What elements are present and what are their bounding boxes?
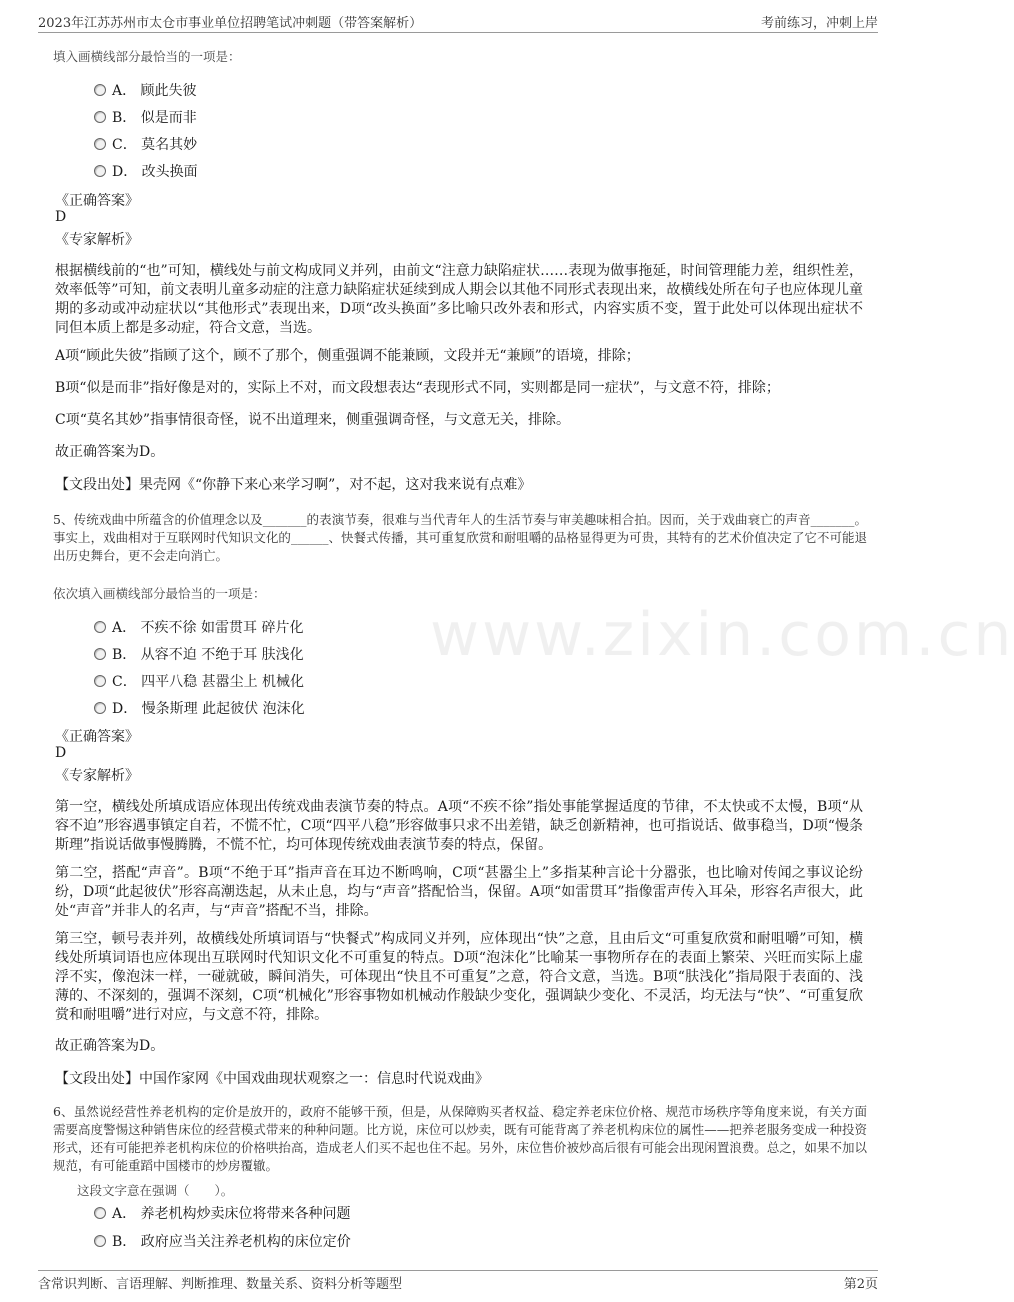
footer-description: 含常识判断、言语理解、判断推理、数量关系、资料分析等题型 (38, 1277, 403, 1292)
q6-stem: 6、虽然说经营性养老机构的定价是放开的，政府不能够干预，但是，从保障购买者权益、稳定养老床位价格、规范市场秩序等角度来说，有关方面需要高度警惕这种销售床位的经营模式带来的种种问题。比方说，床位可以炒卖，既有可能背离了养老机构床位的属性——把养老服务变成一种投资形式，还有可能把养老机构床位的价格哄抬高，造成老人们买不起也住不起。另外，床位售价被炒高后很有可能会出现闲置浪费。总之，如果不加以规范，有可能重蹈中国楼市的炒房覆辙。 (53, 1104, 867, 1173)
q5-analysis-label: 《专家解析》 (55, 768, 139, 784)
radio-icon[interactable] (94, 138, 106, 150)
page-number: 第2页 (843, 1277, 878, 1292)
radio-icon[interactable] (94, 648, 106, 660)
q5-option-d[interactable]: D． 慢条斯理 此起彼伏 泡沫化 (94, 698, 305, 718)
page-header (38, 10, 878, 33)
header-title: 2023年江苏苏州市太仓市事业单位招聘笔试冲刺题（带答案解析） (38, 16, 423, 31)
radio-icon[interactable] (94, 84, 106, 96)
q4-option-a[interactable]: A． 顾此失彼 (94, 80, 197, 100)
q5-answer-label: 《正确答案》 (55, 729, 139, 745)
q5-option-c[interactable]: C． 四平八稳 甚嚣尘上 机械化 (94, 671, 304, 691)
q5-conclusion: 故正确答案为D。 (55, 1038, 165, 1054)
q5-option-b[interactable]: B． 从容不迫 不绝于耳 肤浅化 (94, 644, 304, 664)
watermark: www.zixin.com.cn (430, 600, 1014, 670)
q5-prompt: 依次填入画横线部分最恰当的一项是： (53, 586, 266, 601)
header-slogan: 考前练习，冲刺上岸 (760, 16, 878, 31)
q4-analysis-p2: A项“顾此失彼”指顾了这个，顾不了那个，侧重强调不能兼顾，文段并无“兼顾”的语境，排除； (55, 348, 640, 364)
q5-source: 【文段出处】中国作家网《中国戏曲现状观察之一：信息时代说戏曲》 (55, 1071, 489, 1087)
q5-option-a[interactable]: A． 不疾不徐 如雷贯耳 碎片化 (94, 617, 303, 637)
q6-prompt: 这段文字意在强调（ ）。 (77, 1183, 234, 1198)
q5-analysis-p1: 第一空，横线处所填成语应体现出传统戏曲表演节奏的特点。A项“不疾不徐”指处事能掌握适度的节律，不太快或不太慢，B项“从容不迫”形容遇事镇定自若，不慌不忙，C项“四平八稳”形容做事只求不出差错，缺乏创新精神，也可指说话、做事稳当，D项“慢条斯理”指说话做事慢腾腾，不慌不忙，均可体现传统戏曲表演节奏的特点，保留。 (55, 799, 863, 853)
q4-prompt: 填入画横线部分最恰当的一项是： (53, 49, 241, 64)
q5-analysis-p2: 第二空，搭配“声音”。B项“不绝于耳”指声音在耳边不断鸣响，C项“甚嚣尘上”多指某种言论十分嚣张，也比喻对传闻之事议论纷纷，D项“此起彼伏”形容高潮迭起，从未止息，均与“声音”搭配恰当，保留。A项“如雷贯耳”指像雷声传入耳朵，形容名声很大，此处“声音”并非人的名声，与“声音”搭配不当，排除。 (55, 865, 863, 919)
radio-icon[interactable] (94, 1207, 106, 1219)
q6-option-b[interactable]: B． 政府应当关注养老机构的床位定价 (94, 1231, 351, 1251)
q5-analysis-p3: 第三空，顿号表并列，故横线处所填词语与“快餐式”构成同义并列，应体现出“快”之意，且由后文“可重复欣赏和耐咀嚼”可知，横线处所填词语也应体现出互联网时代知识文化不可重复的特点。D项“泡沫化”比喻某一事物所存在的表面上繁荣、兴旺而实际上虚浮不实，像泡沫一样，一碰就破，瞬间消失，可体现出“快且不可重复”之意，符合文意，当选。B项“肤浅化”指局限于表面的、浅薄的、不深刻的，强调不深刻，C项“机械化”形容事物如机械动作般缺少变化，强调缺少变化、不灵活，均无法与“快”、“可重复欣赏和耐咀嚼”进行对应，与文意不符，排除。 (55, 931, 863, 1023)
q4-analysis-label: 《专家解析》 (55, 232, 139, 248)
page-footer (38, 1270, 878, 1293)
q6-option-a[interactable]: A． 养老机构炒卖床位将带来各种问题 (94, 1203, 351, 1223)
q4-answer-label: 《正确答案》 (55, 193, 139, 209)
radio-icon[interactable] (94, 165, 106, 177)
radio-icon[interactable] (94, 111, 106, 123)
radio-icon[interactable] (94, 1235, 106, 1247)
q4-analysis-p3: B项“似是而非”指好像是对的，实际上不对，而文段想表达“表现形式不同，实则都是同一症状”，与文意不符，排除； (55, 380, 780, 396)
radio-icon[interactable] (94, 675, 106, 687)
q4-option-b[interactable]: B． 似是而非 (94, 107, 197, 127)
q4-answer: D (55, 209, 67, 225)
q4-option-d[interactable]: D． 改头换面 (94, 161, 198, 181)
q4-conclusion: 故正确答案为D。 (55, 444, 165, 460)
radio-icon[interactable] (94, 621, 106, 633)
q4-option-c[interactable]: C． 莫名其妙 (94, 134, 197, 154)
q5-answer: D (55, 745, 67, 761)
q4-analysis-p4: C项“莫名其妙”指事情很奇怪，说不出道理来，侧重强调奇怪，与文意无关，排除。 (55, 412, 571, 428)
radio-icon[interactable] (94, 702, 106, 714)
q4-analysis-p1: 根据横线前的“也”可知，横线处与前文构成同义并列，由前文“注意力缺陷症状……表现为做事拖延，时间管理能力差，组织性差，效率低等”可知，前文表明儿童多动症的注意力缺陷症状延续到成人期会以其他不同形式表现出来，故横线处所在句子也应体现儿童期的多动或冲动症状以“其他形式”表现出来，D项“改头换面”多比喻只改外表和形式，内容实质不变，置于此处可以体现出症状不同但本质上都是多动症，符合文意，当选。 (55, 263, 863, 336)
q5-stem: 5、传统戏曲中所蕴含的价值理念以及_______的表演节奏，很难与当代青年人的生活节奏与审美趣味相合拍。因而，关于戏曲衰亡的声音_______。事实上，戏曲相对于互联网时代知识文化的______、快餐式传播，其可重复欣赏和耐咀嚼的品格显得更为可贵，其特有的艺术价值决定了它不可能退出历史舞台，更不会走向消亡。 (53, 512, 867, 563)
q4-source: 【文段出处】果壳网《“你静下来心来学习啊”，对不起，这对我来说有点难》 (55, 477, 532, 493)
